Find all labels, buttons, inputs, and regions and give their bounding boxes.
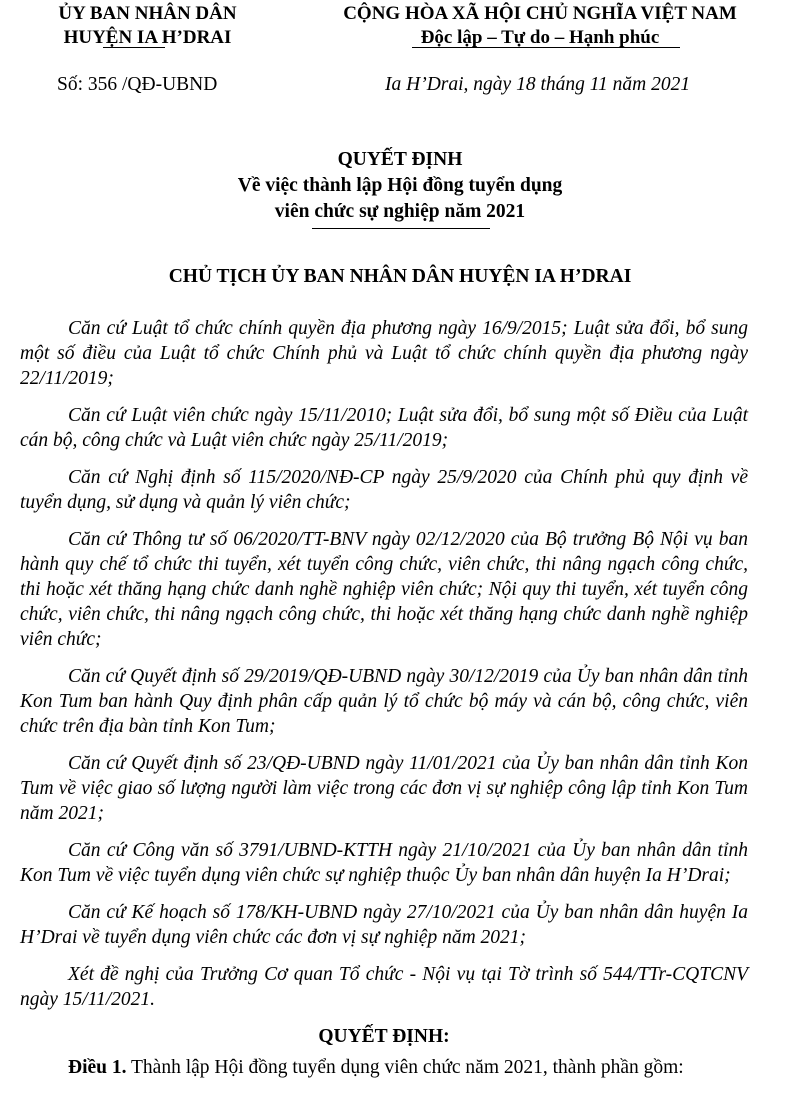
- legal-ground: Xét đề nghị của Trưởng Cơ quan Tổ chức - Nội vụ tại Tờ trình số 544/TTr-CQTCNV ngày 15/11/2021.: [20, 964, 748, 1010]
- national-motto: [300, 2, 780, 50]
- document-title: [0, 147, 800, 225]
- article-1: [20, 1055, 748, 1080]
- title-line-2: Về việc thành lập Hội đồng tuyển dụng: [237, 175, 563, 196]
- decision-heading: QUYẾT ĐỊNH:: [318, 1026, 450, 1047]
- title-line-1: QUYẾT ĐỊNH: [337, 149, 463, 170]
- motto-underline: [412, 47, 680, 48]
- legal-ground: Căn cứ Kế hoạch số 178/KH-UBND ngày 27/10/2021 của Ủy ban nhân dân huyện Ia H’Drai về tuyển dụng viên chức các đơn vị sự nghiệp năm 2021;: [20, 902, 748, 948]
- legal-ground: Căn cứ Quyết định số 29/2019/QĐ-UBND ngày 30/12/2019 của Ủy ban nhân dân tỉnh Kon Tum ban hành Quy định phân cấp quản lý tổ chức bộ máy và cán bộ, công chức, viên chức trên địa bàn tỉnh Kon Tum;: [20, 666, 748, 737]
- article-1-text: Thành lập Hội đồng tuyển dụng viên chức năm 2021, thành phần gồm:: [126, 1057, 684, 1078]
- legal-ground: Căn cứ Thông tư số 06/2020/TT-BNV ngày 02/12/2020 của Bộ trưởng Bộ Nội vụ ban hành quy chế tổ chức thi tuyển, xét tuyển công chức, viên chức, thi nâng ngạch công chức, thi hoặc xét thăng hạng chức danh nghề nghiệp viên chức; Nội quy thi tuyển, xét tuyển công chức, viên chức, thi nâng ngạch công chức, thi hoặc xét thăng hạng chức danh nghề nghiệp viên chức;: [20, 529, 748, 650]
- title-underline: [312, 228, 490, 229]
- legal-ground: Căn cứ Nghị định số 115/2020/NĐ-CP ngày 25/9/2020 của Chính phủ quy định về tuyển dụng, sử dụng và quản lý viên chức;: [20, 467, 748, 513]
- document-body: [20, 316, 748, 1080]
- legal-ground: Căn cứ Công văn số 3791/UBND-KTTH ngày 21/10/2021 của Ủy ban nhân dân tỉnh Kon Tum về việc tuyển dụng viên chức sự nghiệp thuộc Ủy ban nhân dân huyện Ia H’Drai;: [20, 840, 748, 886]
- agency-line-2: HUYỆN IA H’DRAI: [63, 27, 232, 48]
- agency-line-1: ỦY BAN NHÂN DÂN: [58, 3, 237, 24]
- issue-date: Ia H’Drai, ngày 18 tháng 11 năm 2021: [385, 74, 691, 95]
- issuing-authority: CHỦ TỊCH ỦY BAN NHÂN DÂN HUYỆN IA H’DRAI: [168, 266, 632, 287]
- document-number: Số: 356 /QĐ-UBND: [57, 74, 218, 95]
- legal-ground: Căn cứ Luật tổ chức chính quyền địa phương ngày 16/9/2015; Luật sửa đổi, bổ sung một số điều của Luật tổ chức Chính phủ và Luật tổ chức chính quyền địa phương ngày 22/11/2019;: [20, 318, 748, 389]
- issuing-agency: [20, 2, 275, 50]
- legal-ground: Căn cứ Quyết định số 23/QĐ-UBND ngày 11/01/2021 của Ủy ban nhân dân tỉnh Kon Tum về việc giao số lượng người làm việc trong các đơn vị sự nghiệp công lập tỉnh Kon Tum năm 2021;: [20, 753, 748, 824]
- motto: Độc lập – Tự do – Hạnh phúc: [420, 27, 660, 48]
- article-1-label: Điều 1.: [68, 1057, 127, 1078]
- legal-ground: Căn cứ Luật viên chức ngày 15/11/2010; Luật sửa đổi, bổ sung một số Điều của Luật cán bộ, công chức và Luật viên chức ngày 25/11/2019;: [20, 405, 748, 451]
- agency-underline: [103, 47, 165, 48]
- country-name: CỘNG HÒA XÃ HỘI CHỦ NGHĨA VIỆT NAM: [343, 3, 737, 24]
- title-line-3: viên chức sự nghiệp năm 2021: [274, 201, 526, 222]
